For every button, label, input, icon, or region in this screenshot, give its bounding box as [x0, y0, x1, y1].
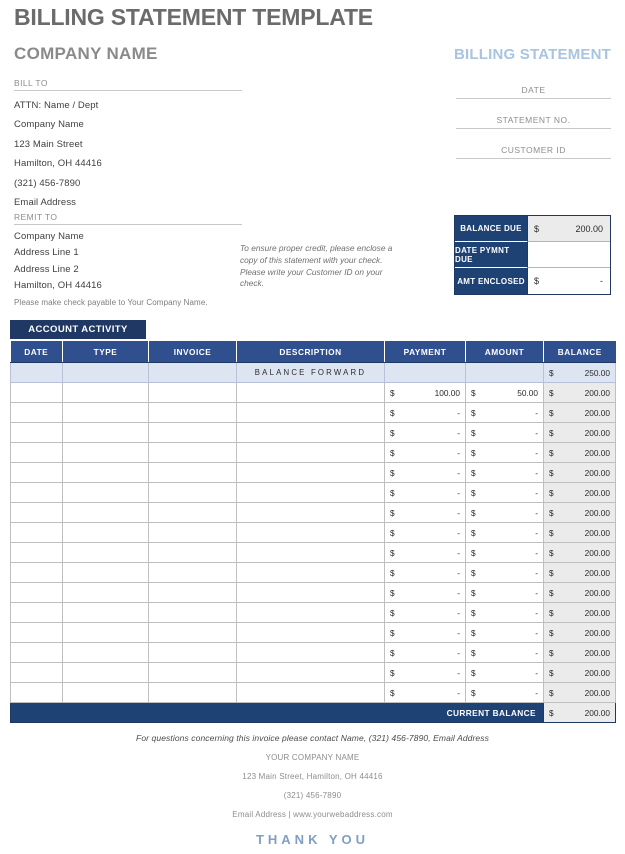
balance-value: 200.00	[584, 467, 610, 478]
currency-symbol: $	[390, 407, 395, 418]
cell-description[interactable]	[237, 523, 385, 543]
currency-symbol: $	[390, 467, 395, 478]
balance-value: 200.00	[584, 687, 610, 698]
currency-symbol: $	[549, 607, 554, 618]
cell-balance	[544, 483, 616, 503]
currency-symbol: $	[549, 427, 554, 438]
currency-symbol: $	[549, 627, 554, 638]
balance-summary-box	[454, 215, 611, 295]
currency-symbol: $	[390, 527, 395, 538]
currency-symbol: $	[534, 276, 540, 286]
cell-payment[interactable]	[385, 523, 466, 543]
currency-symbol: $	[390, 547, 395, 558]
amount-enclosed-amount: -	[600, 276, 603, 286]
cell-balance	[544, 643, 616, 663]
currency-symbol: $	[390, 567, 395, 578]
currency-symbol: $	[390, 627, 395, 638]
customer-id-field-label: CUSTOMER ID	[456, 138, 611, 159]
balance-due-value[interactable]	[527, 216, 610, 242]
cell-type[interactable]	[63, 403, 149, 423]
cell-payment[interactable]	[385, 403, 466, 423]
cell-description[interactable]	[237, 643, 385, 663]
column-header-description: DESCRIPTION	[237, 341, 385, 363]
account-activity-tab: ACCOUNT ACTIVITY	[10, 320, 146, 339]
payment-value: 100.00	[434, 387, 460, 398]
cell-payment[interactable]	[385, 383, 466, 403]
cell-amount[interactable]	[466, 403, 544, 423]
footer-address: 123 Main Street, Hamilton, OH 44416	[242, 772, 383, 781]
cell-payment[interactable]	[385, 683, 466, 703]
currency-symbol: $	[390, 447, 395, 458]
table-header-row	[11, 341, 616, 363]
balance-value: 200.00	[584, 487, 610, 498]
payment-value: -	[457, 647, 460, 658]
cell-invoice[interactable]	[149, 463, 237, 483]
cell-amount[interactable]	[466, 603, 544, 623]
currency-symbol: $	[549, 367, 554, 378]
cell-type[interactable]	[63, 643, 149, 663]
cell-description[interactable]	[237, 583, 385, 603]
cell-description[interactable]	[237, 683, 385, 703]
date-field-label: DATE	[456, 78, 611, 99]
amount-value: -	[535, 447, 538, 458]
cell-balance	[544, 543, 616, 563]
footer	[0, 733, 625, 847]
currency-symbol: $	[549, 687, 554, 698]
footer-contact-line: For questions concerning this invoice please contact Name, (321) 456-7890, Email Address	[136, 733, 489, 743]
currency-symbol: $	[471, 567, 476, 578]
payment-value: -	[457, 627, 460, 638]
currency-symbol: $	[390, 507, 395, 518]
balance-value: 200.00	[584, 527, 610, 538]
account-activity-table	[10, 341, 616, 723]
currency-symbol: $	[471, 607, 476, 618]
currency-symbol: $	[471, 387, 476, 398]
cell-amount[interactable]	[466, 363, 544, 383]
balance-due-label: BALANCE DUE	[455, 216, 527, 242]
statement-meta-fields	[456, 78, 611, 168]
balance-value: 200.00	[584, 447, 610, 458]
cell-balance	[544, 503, 616, 523]
cell-payment[interactable]	[385, 623, 466, 643]
cell-date[interactable]	[11, 403, 63, 423]
cell-type[interactable]	[63, 443, 149, 463]
column-header-type: TYPE	[63, 341, 149, 363]
cell-payment[interactable]	[385, 363, 466, 383]
currency-symbol: $	[471, 487, 476, 498]
cell-type[interactable]	[63, 563, 149, 583]
cell-date[interactable]	[11, 363, 63, 383]
balance-value: 200.00	[584, 547, 610, 558]
cell-type[interactable]	[63, 423, 149, 443]
bill-to-line[interactable]: Hamilton, OH 44416	[14, 158, 102, 169]
payment-value: -	[457, 467, 460, 478]
footer-phone: (321) 456-7890	[283, 791, 342, 800]
currency-symbol: $	[549, 487, 554, 498]
remit-to-block	[14, 212, 242, 307]
company-name-heading: COMPANY NAME	[14, 44, 158, 63]
balance-value: 200.00	[584, 647, 610, 658]
balance-value: 200.00	[584, 427, 610, 438]
cell-description[interactable]	[237, 503, 385, 523]
currency-symbol: $	[390, 587, 395, 598]
cell-description[interactable]	[237, 623, 385, 643]
cell-type[interactable]	[63, 523, 149, 543]
cell-amount[interactable]	[466, 443, 544, 463]
amount-enclosed-label: AMT ENCLOSED	[455, 268, 527, 294]
cell-payment[interactable]	[385, 503, 466, 523]
balance-value: 200.00	[584, 627, 610, 638]
table-row	[11, 683, 616, 703]
cell-payment[interactable]	[385, 663, 466, 683]
cell-date[interactable]	[11, 583, 63, 603]
cell-date[interactable]	[11, 563, 63, 583]
payment-value: -	[457, 607, 460, 618]
table-row	[11, 523, 616, 543]
cell-description[interactable]	[237, 463, 385, 483]
date-payment-due-value[interactable]	[527, 242, 610, 268]
cell-description[interactable]	[237, 543, 385, 563]
cell-date[interactable]	[11, 523, 63, 543]
remit-to-line[interactable]: Address Line 1	[14, 247, 79, 258]
currency-symbol: $	[549, 587, 554, 598]
date-field[interactable]	[456, 78, 611, 108]
payment-value: -	[457, 427, 460, 438]
cell-type[interactable]	[63, 483, 149, 503]
amount-value: -	[535, 567, 538, 578]
amount-value: -	[535, 427, 538, 438]
balance-forward-row	[11, 363, 616, 383]
cell-amount[interactable]	[466, 503, 544, 523]
customer-id-field[interactable]	[456, 138, 611, 168]
column-header-balance: BALANCE	[544, 341, 616, 363]
cell-payment[interactable]	[385, 423, 466, 443]
currency-symbol: $	[471, 527, 476, 538]
current-balance-value	[544, 703, 616, 723]
cell-amount[interactable]	[466, 483, 544, 503]
currency-symbol: $	[471, 507, 476, 518]
ensure-credit-note: To ensure proper credit, please enclose a copy of this statement with your check. Please write your Customer ID on your check.	[240, 243, 393, 289]
table-row	[11, 443, 616, 463]
cell-invoice[interactable]	[149, 683, 237, 703]
table-row	[11, 403, 616, 423]
currency-symbol: $	[390, 667, 395, 678]
amount-value: -	[535, 647, 538, 658]
balance-value: 200.00	[584, 507, 610, 518]
table-row	[11, 603, 616, 623]
cell-invoice[interactable]	[149, 443, 237, 463]
currency-symbol: $	[549, 707, 554, 718]
current-balance-label: CURRENT BALANCE	[11, 703, 544, 723]
currency-symbol: $	[390, 487, 395, 498]
cell-balance	[544, 683, 616, 703]
currency-symbol: $	[549, 407, 554, 418]
cell-amount[interactable]	[466, 523, 544, 543]
payment-value: -	[457, 587, 460, 598]
date-payment-due-row	[455, 242, 610, 268]
cell-description[interactable]	[237, 383, 385, 403]
balance-value: 200.00	[584, 587, 610, 598]
bill-to-line[interactable]: Company Name	[14, 119, 84, 130]
table-row	[11, 503, 616, 523]
table-body	[11, 363, 616, 723]
table-row	[11, 623, 616, 643]
currency-symbol: $	[471, 627, 476, 638]
cell-date[interactable]	[11, 623, 63, 643]
cell-payment[interactable]	[385, 463, 466, 483]
cell-type[interactable]	[63, 363, 149, 383]
currency-symbol: $	[390, 647, 395, 658]
page-title: BILLING STATEMENT TEMPLATE	[14, 4, 373, 30]
cell-invoice[interactable]	[149, 403, 237, 423]
cell-invoice[interactable]	[149, 383, 237, 403]
column-header-invoice: INVOICE	[149, 341, 237, 363]
cell-date[interactable]	[11, 663, 63, 683]
cell-amount[interactable]	[466, 623, 544, 643]
cell-date[interactable]	[11, 463, 63, 483]
bill-to-block	[14, 78, 242, 208]
date-payment-due-label: DATE PYMNT DUE	[455, 242, 527, 268]
currency-symbol: $	[549, 647, 554, 658]
cell-invoice[interactable]	[149, 503, 237, 523]
cell-description[interactable]	[237, 443, 385, 463]
remit-to-line[interactable]: Company Name	[14, 230, 84, 242]
bill-to-line[interactable]: 123 Main Street	[14, 138, 83, 150]
bill-to-line[interactable]: (321) 456-7890	[14, 177, 81, 189]
amount-value: -	[535, 667, 538, 678]
cell-description[interactable]	[237, 483, 385, 503]
cell-amount[interactable]	[466, 583, 544, 603]
cell-invoice[interactable]	[149, 643, 237, 663]
cell-description[interactable]	[237, 603, 385, 623]
cell-balance	[544, 383, 616, 403]
cell-balance	[544, 443, 616, 463]
cell-date[interactable]	[11, 543, 63, 563]
payable-note: Please make check payable to Your Company Name.	[14, 298, 208, 307]
cell-type[interactable]	[63, 543, 149, 563]
footer-web: Email Address | www.yourwebaddress.com	[232, 810, 393, 819]
payment-value: -	[457, 487, 460, 498]
cell-payment[interactable]	[385, 543, 466, 563]
currency-symbol: $	[390, 387, 395, 398]
currency-symbol: $	[549, 507, 554, 518]
cell-balance	[544, 523, 616, 543]
amount-value: -	[535, 407, 538, 418]
balance-forward-label: BALANCE FORWARD	[237, 363, 385, 383]
cell-invoice[interactable]	[149, 623, 237, 643]
cell-type[interactable]	[63, 503, 149, 523]
payment-value: -	[457, 507, 460, 518]
cell-amount[interactable]	[466, 663, 544, 683]
amount-value: -	[535, 527, 538, 538]
cell-invoice[interactable]	[149, 603, 237, 623]
table-row	[11, 563, 616, 583]
table-row	[11, 423, 616, 443]
cell-amount[interactable]	[466, 543, 544, 563]
cell-date[interactable]	[11, 383, 63, 403]
cell-description[interactable]	[237, 563, 385, 583]
cell-date[interactable]	[11, 503, 63, 523]
cell-invoice[interactable]	[149, 663, 237, 683]
remit-to-line[interactable]: Address Line 2	[14, 263, 79, 275]
payment-value: -	[457, 687, 460, 698]
cell-type[interactable]	[63, 623, 149, 643]
amount-value: -	[535, 487, 538, 498]
amount-value: -	[535, 687, 538, 698]
cell-description[interactable]	[237, 403, 385, 423]
currency-symbol: $	[471, 667, 476, 678]
cell-date[interactable]	[11, 603, 63, 623]
cell-payment[interactable]	[385, 563, 466, 583]
remit-to-label: REMIT TO	[14, 212, 242, 225]
cell-balance	[544, 603, 616, 623]
table-row	[11, 543, 616, 563]
table-row	[11, 663, 616, 683]
table-row	[11, 483, 616, 503]
cell-invoice[interactable]	[149, 363, 237, 383]
cell-description[interactable]	[237, 423, 385, 443]
currency-symbol: $	[471, 467, 476, 478]
cell-type[interactable]	[63, 683, 149, 703]
cell-invoice[interactable]	[149, 543, 237, 563]
cell-amount[interactable]	[466, 423, 544, 443]
billing-statement-heading: BILLING STATEMENT	[454, 46, 611, 63]
amount-value: -	[535, 587, 538, 598]
cell-payment[interactable]	[385, 443, 466, 463]
cell-date[interactable]	[11, 483, 63, 503]
cell-description[interactable]	[237, 663, 385, 683]
amount-value: -	[535, 627, 538, 638]
payment-value: -	[457, 527, 460, 538]
cell-balance	[544, 403, 616, 423]
table-row	[11, 643, 616, 663]
amount-value: -	[535, 507, 538, 518]
bill-to-line[interactable]: ATTN: Name / Dept	[14, 99, 99, 111]
payment-value: -	[457, 547, 460, 558]
amount-value: 50.00	[517, 387, 538, 398]
payment-value: -	[457, 447, 460, 458]
table-row	[11, 583, 616, 603]
cell-balance	[544, 563, 616, 583]
cell-payment[interactable]	[385, 483, 466, 503]
cell-balance	[544, 463, 616, 483]
cell-amount[interactable]	[466, 643, 544, 663]
currency-symbol: $	[549, 447, 554, 458]
currency-symbol: $	[549, 667, 554, 678]
table-row	[11, 383, 616, 403]
table-row	[11, 463, 616, 483]
column-header-payment: PAYMENT	[385, 341, 466, 363]
current-balance-amount: 200.00	[584, 707, 610, 718]
thank-you-message: THANK YOU	[255, 832, 370, 847]
balance-due-amount: 200.00	[575, 223, 603, 234]
cell-payment[interactable]	[385, 643, 466, 663]
currency-symbol: $	[549, 467, 554, 478]
current-balance-row	[11, 703, 616, 723]
currency-symbol: $	[471, 447, 476, 458]
currency-symbol: $	[471, 647, 476, 658]
cell-amount[interactable]	[466, 383, 544, 403]
currency-symbol: $	[549, 567, 554, 578]
cell-type[interactable]	[63, 463, 149, 483]
payment-value: -	[457, 667, 460, 678]
balance-forward-amount: 250.00	[584, 367, 610, 378]
cell-amount[interactable]	[466, 683, 544, 703]
cell-invoice[interactable]	[149, 523, 237, 543]
currency-symbol: $	[549, 547, 554, 558]
currency-symbol: $	[471, 547, 476, 558]
balance-value: 200.00	[584, 667, 610, 678]
balance-due-row	[455, 216, 610, 242]
balance-value: 200.00	[584, 387, 610, 398]
balance-value: 200.00	[584, 407, 610, 418]
cell-payment[interactable]	[385, 583, 466, 603]
balance-value: 200.00	[584, 607, 610, 618]
remit-to-line[interactable]: Hamilton, OH 44416	[14, 280, 102, 291]
amount-enclosed-row	[455, 268, 610, 294]
cell-date[interactable]	[11, 683, 63, 703]
cell-balance	[544, 363, 616, 383]
cell-invoice[interactable]	[149, 583, 237, 603]
cell-date[interactable]	[11, 443, 63, 463]
cell-type[interactable]	[63, 383, 149, 403]
currency-symbol: $	[390, 427, 395, 438]
bill-to-label: BILL TO	[14, 78, 242, 91]
currency-symbol: $	[390, 607, 395, 618]
cell-type[interactable]	[63, 663, 149, 683]
cell-type[interactable]	[63, 583, 149, 603]
cell-invoice[interactable]	[149, 483, 237, 503]
currency-symbol: $	[471, 587, 476, 598]
payment-value: -	[457, 567, 460, 578]
currency-symbol: $	[549, 527, 554, 538]
amount-enclosed-value[interactable]	[527, 268, 610, 294]
footer-company: YOUR COMPANY NAME	[265, 753, 360, 762]
cell-date[interactable]	[11, 423, 63, 443]
cell-balance	[544, 663, 616, 683]
amount-value: -	[535, 607, 538, 618]
balance-value: 200.00	[584, 567, 610, 578]
currency-symbol: $	[390, 687, 395, 698]
currency-symbol: $	[534, 223, 540, 234]
currency-symbol: $	[471, 687, 476, 698]
bill-to-line[interactable]: Email Address	[14, 197, 77, 208]
statement-no-field[interactable]	[456, 108, 611, 138]
cell-amount[interactable]	[466, 563, 544, 583]
cell-amount[interactable]	[466, 463, 544, 483]
cell-invoice[interactable]	[149, 563, 237, 583]
amount-value: -	[535, 467, 538, 478]
amount-value: -	[535, 547, 538, 558]
column-header-amount: AMOUNT	[466, 341, 544, 363]
currency-symbol: $	[471, 407, 476, 418]
column-header-date: DATE	[11, 341, 63, 363]
currency-symbol: $	[549, 387, 554, 398]
currency-symbol: $	[471, 427, 476, 438]
payment-value: -	[457, 407, 460, 418]
statement-no-field-label: STATEMENT NO.	[456, 108, 611, 129]
cell-date[interactable]	[11, 643, 63, 663]
cell-balance	[544, 423, 616, 443]
cell-type[interactable]	[63, 603, 149, 623]
cell-payment[interactable]	[385, 603, 466, 623]
cell-invoice[interactable]	[149, 423, 237, 443]
cell-balance	[544, 623, 616, 643]
cell-balance	[544, 583, 616, 603]
